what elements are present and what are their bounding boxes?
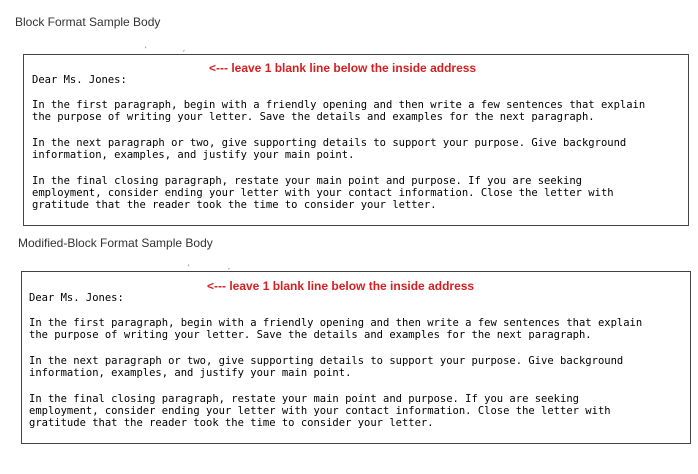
cropped-text-fragment: , bbox=[228, 264, 230, 271]
salutation: Dear Ms. Jones: bbox=[32, 74, 127, 86]
letter-body bbox=[29, 292, 682, 443]
paragraph-opening: In the first paragraph, begin with a friendly opening and then write a few sentences that explain the purpose of writing your letter. Save the details and examples for the next paragraph. bbox=[29, 317, 643, 341]
paragraph-supporting: In the next paragraph or two, give supporting details to support your purpose. Give background information, examples, and justify your main point. bbox=[32, 137, 627, 161]
cropped-text-fragment: ' bbox=[188, 264, 190, 271]
letter-body bbox=[32, 74, 680, 225]
modified-block-format-heading: Modified-Block Format Sample Body bbox=[18, 236, 213, 250]
salutation: Dear Ms. Jones: bbox=[29, 292, 124, 304]
cropped-text-fragment: ' bbox=[145, 46, 147, 53]
paragraph-closing: In the final closing paragraph, restate your main point and purpose. If you are seeking employment, consider ending your letter with your contact information. Close the letter with gratitude that the reader took the time to consider your letter. bbox=[32, 175, 614, 211]
cropped-text-fragment: , bbox=[183, 46, 185, 53]
paragraph-opening: In the first paragraph, begin with a friendly opening and then write a few sentences that explain the purpose of writing your letter. Save the details and examples for the next paragraph. bbox=[32, 99, 646, 123]
blank-line-annotation: <--- leave 1 blank line below the inside address bbox=[207, 279, 475, 293]
modified-block-format-sample-box bbox=[21, 271, 691, 444]
paragraph-closing: In the final closing paragraph, restate your main point and purpose. If you are seeking employment, consider ending your letter with your contact information. Close the letter with gratitude that the reader took the time to consider your letter. bbox=[29, 393, 611, 429]
blank-line-annotation: <--- leave 1 blank line below the inside address bbox=[209, 61, 477, 75]
block-format-heading: Block Format Sample Body bbox=[15, 15, 161, 29]
block-format-sample-box bbox=[23, 54, 689, 226]
paragraph-supporting: In the next paragraph or two, give supporting details to support your purpose. Give background information, examples, and justify your main point. bbox=[29, 355, 624, 379]
